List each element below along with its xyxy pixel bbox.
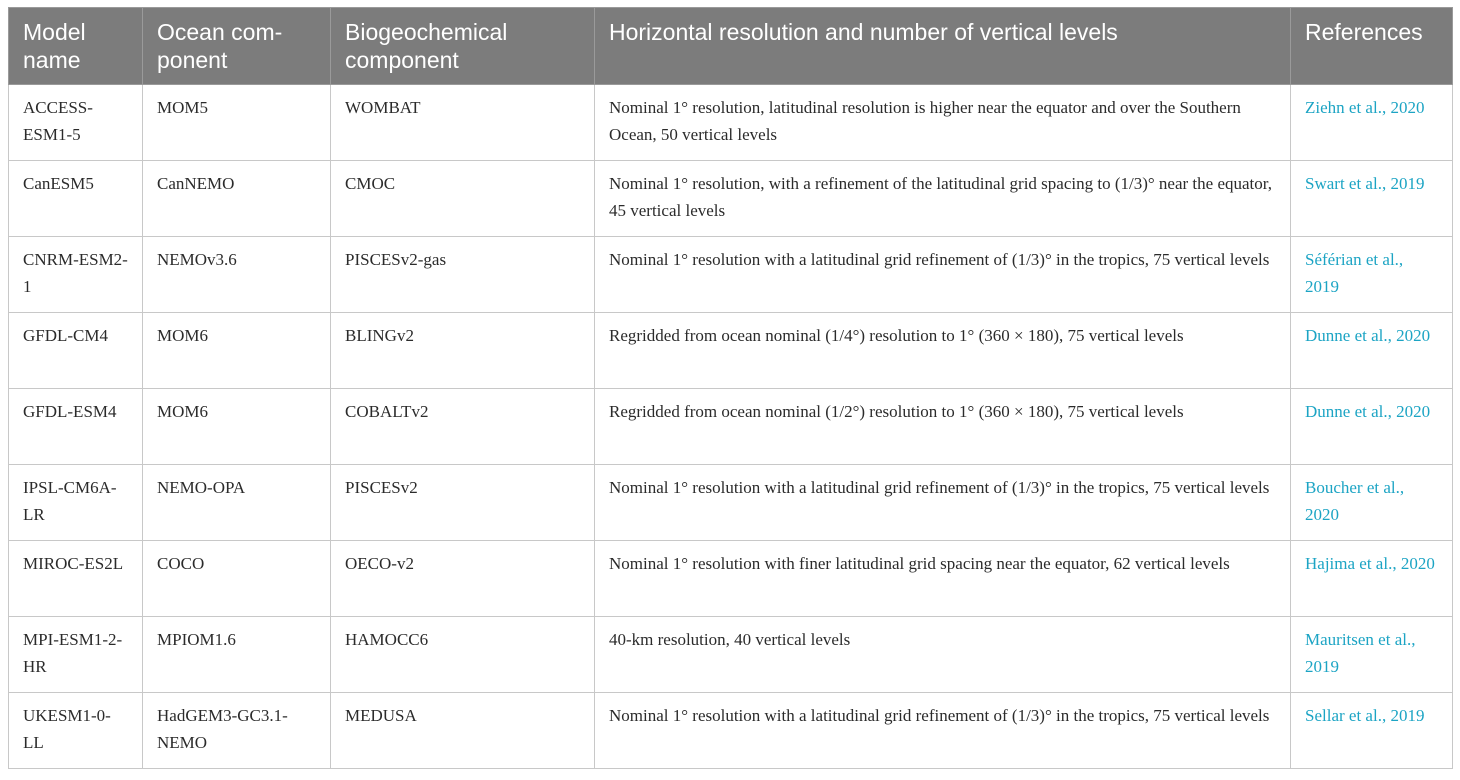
cell-biogeochemical-component: HAMOCC6 xyxy=(331,617,595,693)
cell-biogeochemical-component: COBALTv2 xyxy=(331,389,595,465)
table-body xyxy=(9,85,1453,769)
table-row xyxy=(9,313,1453,389)
reference-link[interactable]: Dunne et al., 2020 xyxy=(1291,313,1453,389)
reference-link[interactable]: Séférian et al., 2019 xyxy=(1291,237,1453,313)
table-row xyxy=(9,465,1453,541)
cell-resolution: Nominal 1° resolution, with a refinement of the latitudinal grid spacing to (1/3)° near the equator, 45 vertical levels xyxy=(595,161,1291,237)
cell-biogeochemical-component: PISCESv2-gas xyxy=(331,237,595,313)
cell-resolution: Nominal 1° resolution with a latitudinal grid refinement of (1/3)° in the tropics, 75 vertical levels xyxy=(595,237,1291,313)
cell-ocean-component: COCO xyxy=(143,541,331,617)
table-header xyxy=(9,8,1453,85)
table-row xyxy=(9,161,1453,237)
header-row xyxy=(9,8,1453,85)
cell-biogeochemical-component: WOMBAT xyxy=(331,85,595,161)
cell-model-name: UKESM1-0-LL xyxy=(9,693,143,769)
table-row xyxy=(9,389,1453,465)
cell-ocean-component: MOM6 xyxy=(143,313,331,389)
cell-ocean-component: NEMO-OPA xyxy=(143,465,331,541)
cell-model-name: GFDL-CM4 xyxy=(9,313,143,389)
cell-ocean-component: MOM6 xyxy=(143,389,331,465)
table-row xyxy=(9,693,1453,769)
cell-model-name: IPSL-CM6A-LR xyxy=(9,465,143,541)
header-ocean-component: Ocean com-ponent xyxy=(143,8,331,85)
cell-model-name: GFDL-ESM4 xyxy=(9,389,143,465)
cell-ocean-component: MPIOM1.6 xyxy=(143,617,331,693)
reference-link[interactable]: Sellar et al., 2019 xyxy=(1291,693,1453,769)
cell-resolution: 40-km resolution, 40 vertical levels xyxy=(595,617,1291,693)
cell-model-name: CanESM5 xyxy=(9,161,143,237)
table-row xyxy=(9,237,1453,313)
cell-resolution: Nominal 1° resolution, latitudinal resolution is higher near the equator and over the Southern Ocean, 50 vertical levels xyxy=(595,85,1291,161)
cell-resolution: Nominal 1° resolution with a latitudinal grid refinement of (1/3)° in the tropics, 75 vertical levels xyxy=(595,465,1291,541)
reference-link[interactable]: Ziehn et al., 2020 xyxy=(1291,85,1453,161)
cell-model-name: CNRM-ESM2-1 xyxy=(9,237,143,313)
cell-biogeochemical-component: CMOC xyxy=(331,161,595,237)
cell-resolution: Nominal 1° resolution with finer latitudinal grid spacing near the equator, 62 vertical levels xyxy=(595,541,1291,617)
cell-resolution: Nominal 1° resolution with a latitudinal grid refinement of (1/3)° in the tropics, 75 vertical levels xyxy=(595,693,1291,769)
cell-ocean-component: MOM5 xyxy=(143,85,331,161)
cell-resolution: Regridded from ocean nominal (1/4°) resolution to 1° (360 × 180), 75 vertical levels xyxy=(595,313,1291,389)
reference-link[interactable]: Swart et al., 2019 xyxy=(1291,161,1453,237)
header-horizontal-resolution: Horizontal resolution and number of vertical levels xyxy=(595,8,1291,85)
reference-link[interactable]: Boucher et al., 2020 xyxy=(1291,465,1453,541)
table-row xyxy=(9,541,1453,617)
cell-ocean-component: CanNEMO xyxy=(143,161,331,237)
cell-biogeochemical-component: BLINGv2 xyxy=(331,313,595,389)
cell-resolution: Regridded from ocean nominal (1/2°) resolution to 1° (360 × 180), 75 vertical levels xyxy=(595,389,1291,465)
header-references: References xyxy=(1291,8,1453,85)
table-row xyxy=(9,617,1453,693)
cell-biogeochemical-component: OECO-v2 xyxy=(331,541,595,617)
model-table xyxy=(8,7,1453,769)
cell-model-name: MIROC-ES2L xyxy=(9,541,143,617)
header-model-name: Model name xyxy=(9,8,143,85)
header-biogeochemical-component: Biogeochemical component xyxy=(331,8,595,85)
cell-biogeochemical-component: PISCESv2 xyxy=(331,465,595,541)
cell-ocean-component: NEMOv3.6 xyxy=(143,237,331,313)
cell-ocean-component: HadGEM3-GC3.1-NEMO xyxy=(143,693,331,769)
reference-link[interactable]: Mauritsen et al., 2019 xyxy=(1291,617,1453,693)
reference-link[interactable]: Dunne et al., 2020 xyxy=(1291,389,1453,465)
reference-link[interactable]: Hajima et al., 2020 xyxy=(1291,541,1453,617)
cell-biogeochemical-component: MEDUSA xyxy=(331,693,595,769)
cell-model-name: ACCESS-ESM1-5 xyxy=(9,85,143,161)
table-row xyxy=(9,85,1453,161)
cell-model-name: MPI-ESM1-2-HR xyxy=(9,617,143,693)
